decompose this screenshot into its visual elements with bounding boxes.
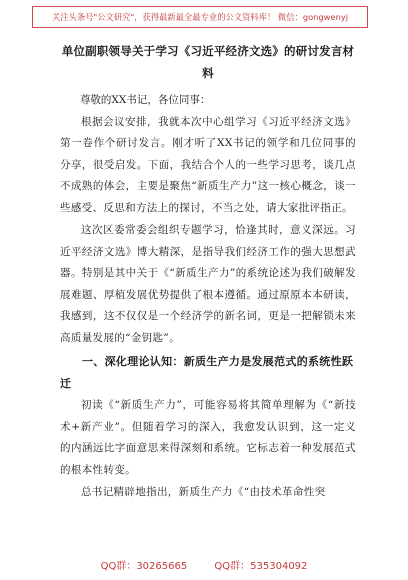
section-heading: 一、深化理论认知：新质生产力是发展范式的系统性跃迁 bbox=[60, 355, 354, 390]
document-title: 单位副职领导关于学习《习近平经济文选》的研讨发言材料 bbox=[61, 44, 355, 80]
footer-qq-groups bbox=[0, 557, 408, 572]
document-body bbox=[60, 40, 356, 505]
footer-qq-group-1: QQ群：30265665 bbox=[100, 561, 188, 572]
paragraph-context: 这次区委常委会组织专题学习，恰逢其时，意义深远。习近平经济文选》博大精深，是指导我们经济工作的强大思想武器。特别是其中关于《“新质生产力”的系统论述为我们破解发展难题、厚植发展优势提供了根本遵循。通过原原本本研读，我感到，这不仅仅是一个经济学的新名词，更是一把解锁未来高质量发展的“金钥匙”。 bbox=[60, 224, 356, 344]
paragraph-section-2: 总书记精辟地指出，新质生产力《“由技术革命性突 bbox=[81, 486, 326, 498]
paragraph-section-1: 初读《“新质生产力”，可能容易将其简单理解为《“新技术+新产业”。但随着学习的深入，我愈发认识到，这一定义的内涵远比字面意思来得深刻和系统。它标志着一种发展范式的根本性转变。 bbox=[60, 399, 356, 476]
promo-banner-text: 关注头条号"公文研究"，获得最新最全最专业的公文资料库！ 微信：gongwenyj bbox=[51, 12, 349, 22]
salutation: 尊敬的XX书记，各位同事： bbox=[79, 94, 211, 106]
paragraph-intro: 根据会议安排，我就本次中心组学习《习近平经济文选》第一卷作个研讨发言。刚才听了XX书记的领学和几位同事的分享，很受启发。下面，我结合个人的一些学习思考，谈几点不成熟的体会，主要是聚焦“新质生产力”这一核心概念，谈一些感受、反思和方法上的探讨，不当之处，请大家批评指正。 bbox=[60, 115, 356, 214]
promo-banner bbox=[32, 6, 368, 28]
footer-qq-group-2: QQ群：535304092 bbox=[214, 561, 308, 572]
